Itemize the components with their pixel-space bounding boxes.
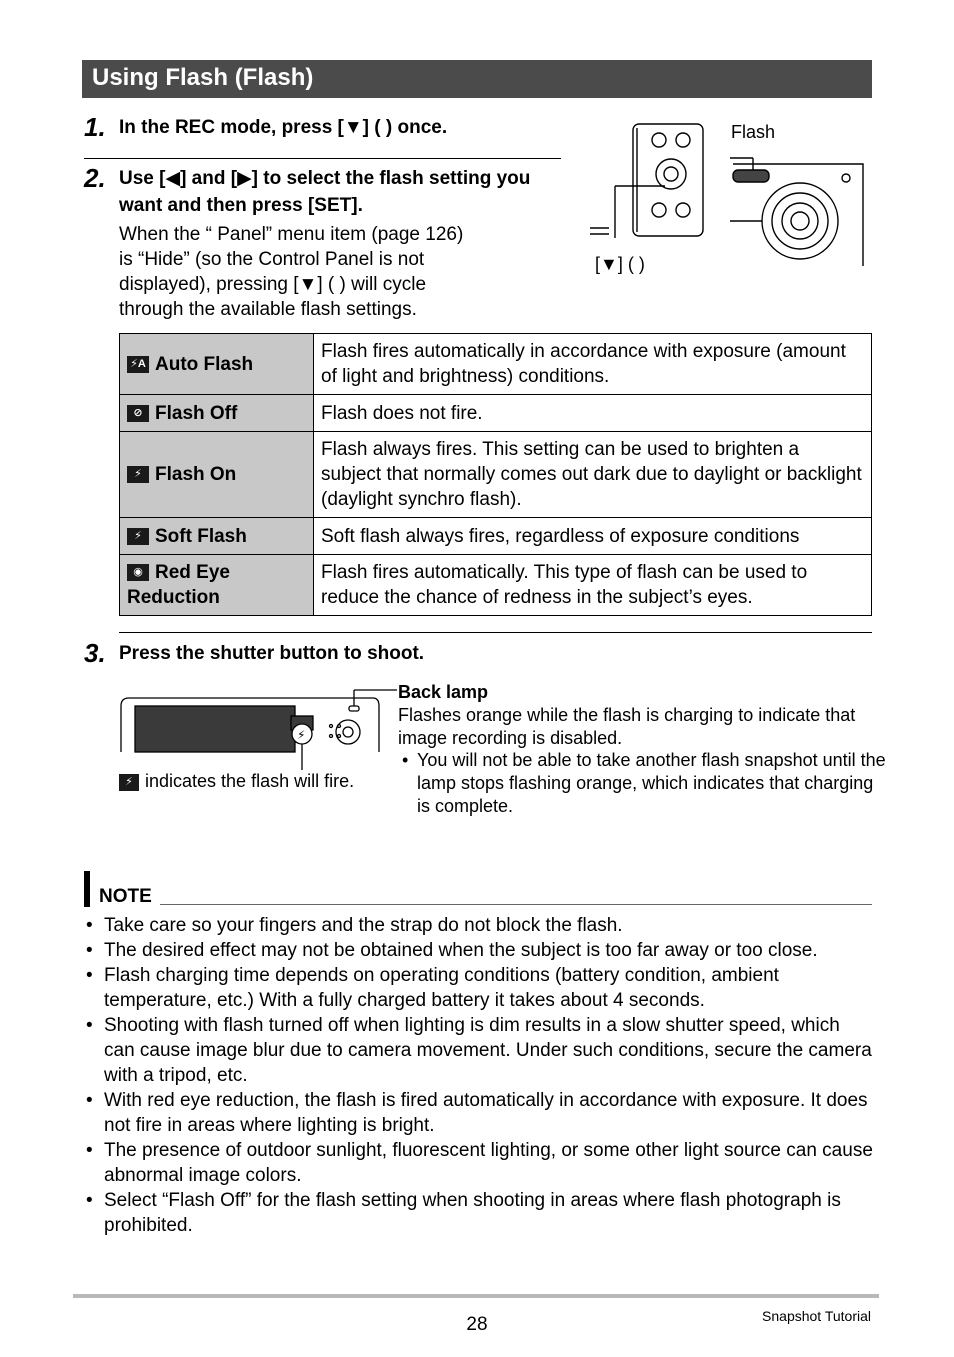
note-list <box>84 913 874 1238</box>
page-number: 28 <box>466 1314 488 1335</box>
camera-back-illustration <box>590 124 703 238</box>
flash-settings-table <box>119 333 872 616</box>
step-2-body-line: When the “ Panel” menu item (page 126) <box>119 224 464 245</box>
list-item: • Take care so your fingers and the strap do not block the flash. <box>84 913 874 938</box>
list-item: • The presence of outdoor sunlight, fluorescent lighting, or some other light source can cause abnormal image colors. <box>84 1138 874 1188</box>
red-eye-icon: ◉ <box>127 564 149 581</box>
table-row <box>120 334 872 395</box>
flash-label: Flash <box>731 122 776 142</box>
note-marker <box>84 871 90 907</box>
step-3-number: 3. <box>84 638 106 668</box>
mode-description: Flash always fires. This setting can be used to brighten a subject that normally comes out dark due to daylight or backlight (daylight synchro flash). <box>314 432 872 518</box>
back-lamp-title: Back lamp <box>398 682 489 702</box>
step-2-body-line: displayed), pressing [▼] ( ) will cycle <box>119 274 427 295</box>
list-item: • Flash charging time depends on operating conditions (battery condition, ambient temperature, etc.) With a fully charged battery it takes about 4 seconds. <box>84 963 874 1013</box>
section-title-bar <box>82 60 872 98</box>
svg-text:⚡: ⚡ <box>297 728 306 742</box>
step-2-body-line: through the available flash settings. <box>119 299 417 320</box>
mode-cell <box>120 432 314 518</box>
back-lamp-description: Flashes orange while the flash is charging to indicate that image recording is disabled. <box>398 705 856 748</box>
table-row <box>120 555 872 616</box>
step-divider <box>119 632 872 633</box>
flash-off-icon: ⊘ <box>127 405 149 422</box>
step-2-number: 2. <box>84 163 106 193</box>
list-item: • The desired effect may not be obtained when the subject is too far away or too close. <box>84 938 874 963</box>
list-item: • With red eye reduction, the flash is fired automatically in accordance with exposure. It does not fire in areas where lighting is bright. <box>84 1088 874 1138</box>
mode-label: Auto Flash <box>155 353 254 375</box>
mode-label: Red Eye Reduction <box>127 562 230 608</box>
indicator-text: indicates the flash will fire. <box>145 771 355 791</box>
mode-description: Flash fires automatically. This type of flash can be used to reduce the chance of redness in the subject’s eyes. <box>314 555 872 616</box>
list-item: • Select “Flash Off” for the flash setting when shooting in areas where flash photograph is prohibited. <box>84 1188 874 1238</box>
table-row <box>120 518 872 555</box>
camera-diagram <box>585 118 875 283</box>
mode-cell <box>120 518 314 555</box>
mode-cell <box>120 334 314 395</box>
mode-cell <box>120 555 314 616</box>
flash-auto-icon: ⚡A <box>127 356 149 373</box>
mode-description: Flash fires automatically in accordance with exposure (amount of light and brightness) conditions. <box>314 334 872 395</box>
back-lamp-diagram <box>115 684 400 770</box>
flash-on-icon: ⚡ <box>119 774 139 791</box>
note-title: NOTE <box>99 886 152 907</box>
step-1-number: 1. <box>84 112 106 142</box>
mode-cell <box>120 395 314 432</box>
camera-back-illustration <box>121 690 397 770</box>
mode-label: Flash On <box>155 464 237 485</box>
back-lamp-bullet: • You will not be able to take another flash snapshot until the lamp stops flashing orange, which indicates that charging is complete. <box>400 749 887 818</box>
step-2-body <box>119 222 559 322</box>
flash-indicator-caption <box>119 771 354 792</box>
footer-divider <box>73 1294 879 1298</box>
step-2-body-line: is “Hide” (so the Control Panel is not <box>119 249 425 270</box>
section-title: Using Flash (Flash) <box>92 64 314 91</box>
flash-on-icon: ⚡ <box>127 466 149 483</box>
mode-description: Soft flash always fires, regardless of exposure conditions <box>314 518 872 555</box>
section-label: Snapshot Tutorial <box>762 1308 871 1324</box>
mode-label: Soft Flash <box>155 525 247 547</box>
step-divider <box>84 158 561 159</box>
list-item: • Shooting with flash turned off when lighting is dim results in a slow shutter speed, which can cause image blur due to camera movement. Under such conditions, secure the camera with a tripod, etc. <box>84 1013 874 1088</box>
step-3-text: Press the shutter button to shoot. <box>119 643 425 664</box>
step-2-text: Use [◀] and [▶] to select the flash setting you want and then press [SET]. <box>119 168 531 216</box>
soft-flash-icon: ⚡ <box>127 528 149 545</box>
note-divider <box>160 904 872 905</box>
mode-description: Flash does not fire. <box>314 395 872 432</box>
mode-label: Flash Off <box>155 402 238 424</box>
table-row <box>120 432 872 518</box>
step-1-text: In the REC mode, press [▼] ( ) once. <box>119 117 448 138</box>
table-row <box>120 395 872 432</box>
camera-front-illustration <box>730 158 863 266</box>
down-button-label: [▼] ( ) <box>595 254 645 274</box>
